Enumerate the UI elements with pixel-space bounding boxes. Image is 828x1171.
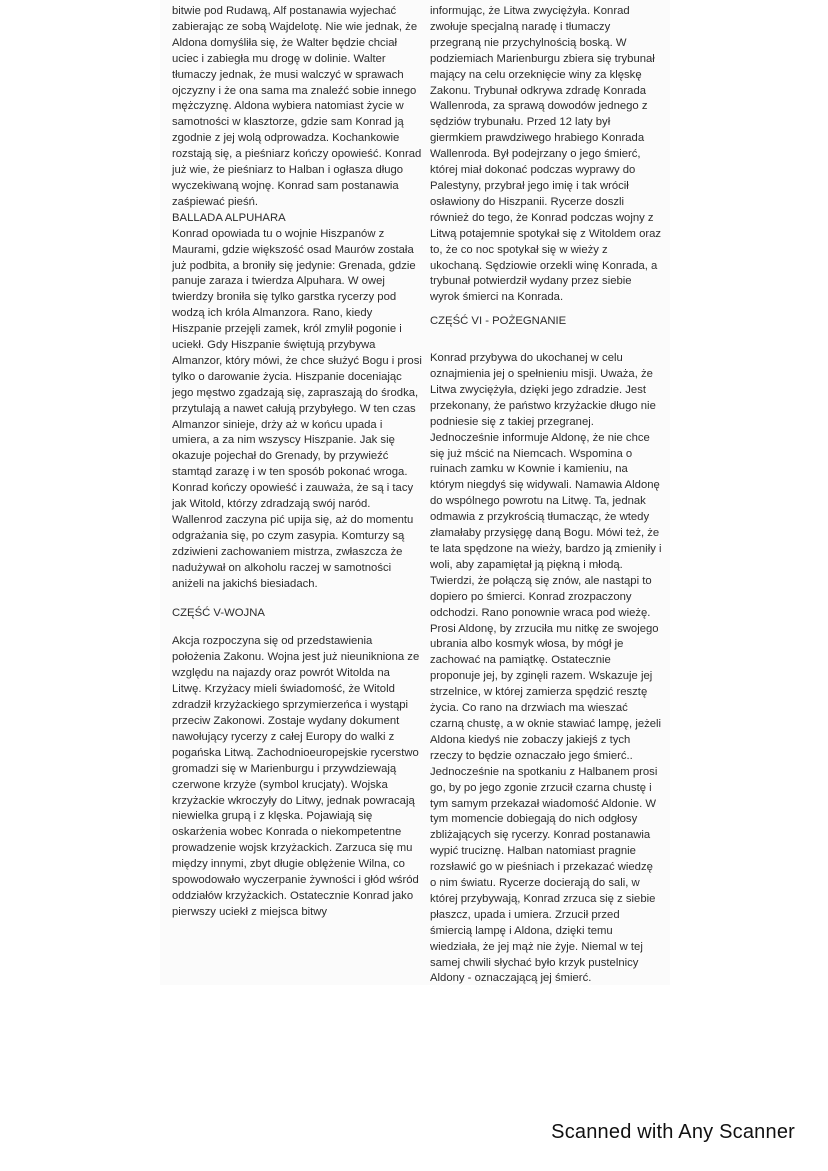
scanner-watermark: Scanned with Any Scanner — [551, 1121, 795, 1143]
paragraph-aldona-farewell: bitwie pod Rudawą, Alf postanawia wyjechać zabierając ze sobą Wajdelotę. Nie wie jednak, że Aldona domyśliła się, że Walter będzie chciał uciec i zabiegła mu drogę w dolinie. Walter tłumaczy jednak, że musi walczyć w sprawach ojczyzny i że ona sama ma znaleźć sobie innego mężczyznę. Aldona wybiera natomiast życie w samotności w klasztorze, gdzie sam Konrad ją zgodnie z jej wolą odprowadza. Kochankowie rozstają się, a pieśniarz kończy opowieść. Konrad już wie, że pieśniarz to Halban i ogłasza długo wyczekiwaną wojnę. Konrad sam postanawia zaśpiewać pieśń. — [172, 5, 422, 208]
heading-czesc-vi-pozegnanie: CZĘŚĆ VI - POŻEGNANIE — [430, 315, 567, 328]
right-text-column — [430, 4, 662, 987]
paragraph-trybunal: informując, że Litwa zwyciężyła. Konrad zwołuje specjalną naradę i tłumaczy przegraną nie przychylnością boską. W podziemiach Marienburgu zbiera się trybunał mający na celu orzeknięcie winy za klęskę Zakonu. Trybunał odkrywa zdradę Konrada Wallenroda, za sprawą dowodów jednego z sędziów trybunału. Przed 12 laty był giermkiem prawdziwego hrabiego Konrada Wallenroda. Był podejrzany o jego śmierć, której miał dokonać podczas wyprawy do Palestyny, przybrał jego imię i tak wrócił osławiony do Hiszpanii. Rycerze doszli również do tego, że Konrad podczas wojny z Litwą potajemnie spotykał się z Witoldem oraz to, że co noc spotykał się w wieży z ukochaną. Sędziowie orzekli winę Konrada, a trybunał potwierdził wydany przez siebie wyrok śmierci na Konrada. — [430, 5, 662, 304]
paragraph-ballada: Konrad opowiada tu o wojnie Hiszpanów z Maurami, gdzie większość osad Maurów została już podbita, a broniły się jedynie: Grenada, gdzie panuje zaraza i twierdza Alpuhara. W owej twierdzy broniła się tylko garstka rycerzy pod wodzą ich króla Almanzora. Rano, kiedy Hiszpanie przejęli zamek, król zmylił pogonie i uciekł. Gdy Hiszpanie świętują przybywa Almanzor, który mówi, że chce służyć Bogu i prosi tylko o darowanie życia. Hiszpanie doceniając jego męstwo zgadzają się, zapraszają do środka, przytulają a nawet całują przybyłego. W ten czas Almanzor sinieje, drży aż w końcu upada i umiera, a za nim wszyscy Hiszpanie. Jak się okazuje pojechał do Grenady, by przywieźć stamtąd zarazę i w ten sposób pokonać wroga. Konrad kończy opowieść i zauważa, że są i tacy jak Witold, którzy zdradzają swój naród. Wallenrod zaczyna pić upija się, aż do momentu odgrażania się, po czym zasypia. Komturzy są zdziwieni zachowaniem mistrza, zwłaszcza że nadużywał on alkoholu raczej w samotności aniżeli na jakichś biesiadach. — [172, 227, 422, 590]
heading-ballada-alpuhara: BALLADA ALPUHARA — [172, 211, 286, 224]
left-text-column — [172, 4, 422, 921]
paragraph-pozegnanie: Konrad przybywa do ukochanej w celu oznajmienia jej o spełnieniu misji. Uważa, że Litwa zwyciężyła, dzięki jego zdradzie. Jest przekonany, że państwo krzyżackie długo nie podniesie się z takiej przegranej. Jednocześnie informuje Aldonę, że nie chce się już mścić na Niemcach. Wspomina o ruinach zamku w Kownie i kamieniu, na którym niegdyś się widywali. Namawia Aldonę do wspólnego powrotu na Litwę. Ta, jednak odmawia z przykrością tłumacząc, że wtedy złamałaby przysięgę daną Bogu. Mówi też, że te lata spędzone na wieży, bardzo ją zmieniły i woli, aby zapamiętał ją piękną i młodą. Twierdzi, że połączą się znów, ale nastąpi to dopiero po śmierci. Konrad zrozpaczony odchodzi. Rano ponownie wraca pod wieżę. Prosi Aldonę, by zrzuciła mu nitkę ze swojego ubrania albo kosmyk włosa, by mógł je zachować na pamiątkę. Ostatecznie proponuje jej, by zginęli razem. Wskazuje jej strzelnice, w której zamierza spędzić resztę życia. Co rano na drzwiach ma wieszać czarną chustę, a w oknie stawiać lampę, jeżeli Aldona kiedyś nie zobaczy jakiejś z tych rzeczy to będzie oznaczało jego śmierć.. Jednocześnie na spotkaniu z Halbanem prosi go, by po jego zgonie zrzucił czarna chustę i tym samym przekazał wiadomość Aldonie. W tym momencie dobiegają do nich odgłosy zbliżających się rycerzy. Konrad postanawia wypić truciznę. Halban natomiast pragnie rozsławić go w pieśniach i przekazać wiedzę o nim światu. Rycerze docierają do sali, w której przybywają, Konrad zrzuca się z siebie płaszcz, upada i umiera. Zrzucił przed śmiercią lampę i Aldona, dzięki temu wiedziała, że jej mąż nie żyje. Niemal w tej samej chwili słychać było krzyk pustelnicy Aldony - oznaczającą jej śmierć. — [430, 352, 662, 985]
paragraph-wojna: Akcja rozpoczyna się od przedstawienia położenia Zakonu. Wojna jest już nieunikniona ze względu na najazdy oraz powrót Witolda na Litwę. Krzyżacy mieli świadomość, że Witold zdradził krzyżackiego sprzymierzeńca i wystąpi przeciw Zakonowi. Zostaje wydany dokument nawołujący rycerzy z całej Europy do walki z pogańska Litwą. Zachodnioeuropejskie rycerstwo gromadzi się w Marienburgu i przywdziewają czerwone krzyże (symbol krucjaty). Wojska krzyżackie wkroczyły do Litwy, jednak powracają niewielka grupą i z klęska. Pojawiają się oskarżenia wobec Konrada o niekompetentne prowadzenie wojsk krzyżackich. Zarzuca się mu między innymi, zbyt długie oblężenie Wilna, co spowodowało wyczerpanie żywności i głód wśród oddziałów krzyżackich. Ostatecznie Konrad jako pierwszy uciekł z miejsca bitwy — [172, 635, 420, 918]
heading-czesc-v-wojna: CZĘŚĆ V-WOJNA — [172, 606, 265, 619]
